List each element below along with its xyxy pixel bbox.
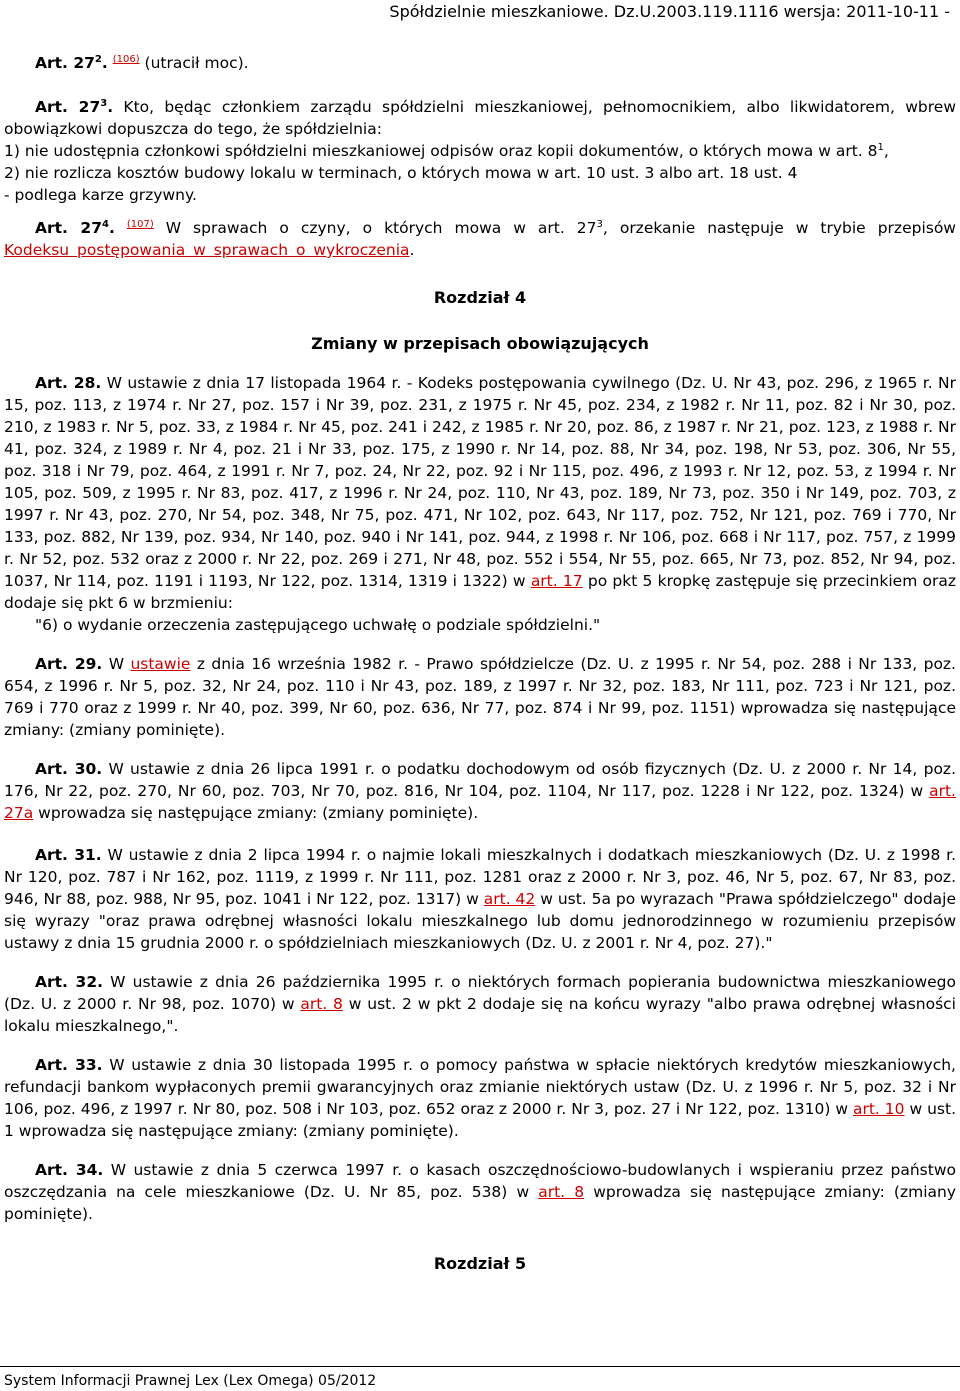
article-label: Art. 33.	[35, 1056, 103, 1074]
link-art-8[interactable]: art. 8	[300, 995, 343, 1013]
link-art-42[interactable]: art. 42	[483, 890, 536, 908]
article-label: Art. 34.	[35, 1161, 104, 1179]
article-27-2: Art. $27^2$. $^{(106)}$ (utracił moc).	[35, 53, 249, 72]
chapter-title: Rozdział 4	[433, 288, 527, 307]
article-label: Art. $27^2$.	[35, 53, 108, 72]
article-32: Art. 32. W ustawie z dnia 26 października 1995 r. o niektórych formach popierania budownictwa mieszkaniowego (Dz. U. z 2000 r. Nr 98, poz. 1070) w art. 8 w ust. 2 w pkt 2 dodaje się na końcu wyrazy "albo prawa odrębnej własności lokalu mieszkalnego,".	[4, 973, 956, 1035]
article-34: Art. 34. W ustawie z dnia 5 czerwca 1997 r. o kasach oszczędnościowo-budowlanych i wspieraniu przez państwo oszczędzania na cele mieszkaniowe (Dz. U. Nr 85, poz. 538) w art. 8 wprowadza się następujące zmiany: (zmiany pominięte).	[4, 1161, 956, 1223]
link-art-10[interactable]: art. 10	[852, 1100, 905, 1118]
document-body	[4, 52, 956, 1275]
link-art-17[interactable]: art. 17	[530, 572, 583, 590]
article-label: Art. $27^3$.	[35, 97, 114, 116]
quoted-provision: "6) o wydanie orzeczenia zastępującego uchwałę o podziale spółdzielni."	[35, 616, 601, 634]
chapter-subtitle: Zmiany w przepisach obowiązujących	[311, 334, 649, 353]
article-label: Art. 28.	[35, 374, 102, 392]
article-31: Art. 31. W ustawie z dnia 2 lipca 1994 r. o najmie lokali mieszkalnych i dodatkach mieszkaniowych (Dz. U. z 1998 r. Nr 120, poz. 787 i Nr 162, poz. 1119, z 1999 r. Nr 111, poz. 1281 oraz z 2000 r. Nr 3, poz. 46, Nr 5, poz. 67, Nr 83, poz. 946, Nr 88, poz. 988, Nr 95, poz. 1041 i Nr 122, poz. 1317) w art. 42 w ust. 5a po wyrazach "Prawa spółdzielczego" dodaje się wyrazy "oraz prawa odrębnej własności lokalu mieszkalnego lub domu jednorodzinnego w rozumieniu przepisów ustawy z dnia 15 grudnia 2000 r. o spółdzielniach mieszkaniowych (Dz. U. z 2001 r. Nr 4, poz. 27)."	[4, 846, 957, 952]
article-27-4: Art. $27^4$. $^{(107)}$ W sprawach o czyny, o których mowa w art. $27^3$, orzekanie następuje w trybie przepisów Kodeksu postępowania w sprawach o wykroczenia.	[4, 218, 956, 259]
chapter-title: Rozdział 5	[433, 1254, 527, 1273]
footer-divider	[0, 1366, 960, 1367]
running-header: Spółdzielnie mieszkaniowe. Dz.U.2003.119.1116 wersja: 2011-10-11 -	[389, 2, 950, 21]
running-footer: System Informacji Prawnej Lex (Lex Omega) 05/2012	[4, 1373, 377, 1389]
list-item: 2) nie rozlicza kosztów budowy lokalu w terminach, o których mowa w art. 10 ust. 3 albo art. 18 ust. 4	[4, 164, 798, 182]
footnote-ref-107[interactable]: (107)	[126, 218, 154, 230]
article-label: Art. 31.	[35, 846, 102, 864]
article-30: Art. 30. W ustawie z dnia 26 lipca 1991 r. o podatku dochodowym od osób fizycznych (Dz. U. z 2000 r. Nr 14, poz. 176, Nr 22, poz. 270, Nr 60, poz. 703, Nr 70, poz. 816, Nr 104, poz. 1104, Nr 117, poz. 1228 i Nr 122, poz. 1324) w art. 27a wprowadza się następujące zmiany: (zmiany pominięte).	[4, 760, 956, 822]
article-label: Art. 29.	[35, 655, 103, 673]
link-art-27a[interactable]: art. 27a	[4, 782, 956, 822]
link-kodeks-wykroczen[interactable]: Kodeksu postępowania w sprawach o wykroczenia	[4, 241, 410, 259]
penalty-clause: - podlega karze grzywny.	[4, 186, 197, 204]
link-art-8-kasy[interactable]: art. 8	[538, 1183, 585, 1201]
article-label: Art. $27^4$.	[35, 218, 115, 237]
footnote-ref-106[interactable]: (106)	[112, 53, 140, 65]
article-label: Art. 32.	[35, 973, 104, 991]
article-label: Art. 30.	[35, 760, 103, 778]
list-item: 1) nie udostępnia członkowi spółdzielni mieszkaniowej odpisów oraz kopii dokumentów, o których mowa w art. $8^1$,	[4, 141, 889, 160]
link-ustawie[interactable]: ustawie	[130, 655, 191, 673]
article-28: Art. 28. W ustawie z dnia 17 listopada 1964 r. - Kodeks postępowania cywilnego (Dz. U. Nr 43, poz. 296, z 1965 r. Nr 15, poz. 113, z 1974 r. Nr 27, poz. 157 i Nr 39, poz. 231, z 1975 r. Nr 45, poz. 234, z 1982 r. Nr 11, poz. 82 i Nr 30, poz. 210, z 1983 r. Nr 5, poz. 33, z 1984 r. Nr 45, poz. 241 i 242, z 1985 r. Nr 20, poz. 86, z 1987 r. Nr 21, poz. 123, z 1988 r. Nr 41, poz. 324, z 1989 r. Nr 4, poz. 21 i Nr 33, poz. 175, z 1990 r. Nr 14, poz. 88, Nr 34, poz. 198, Nr 53, poz. 306, Nr 55, poz. 318 i Nr 79, poz. 464, z 1991 r. Nr 7, poz. 24, Nr 22, poz. 92 i Nr 115, poz. 496, z 1993 r. Nr 12, poz. 53, z 1994 r. Nr 105, poz. 509, z 1995 r. Nr 83, poz. 417, z 1996 r. Nr 24, poz. 110, Nr 43, poz. 189, Nr 73, poz. 350 i Nr 149, poz. 703, z 1997 r. Nr 43, poz. 270, Nr 54, poz. 348, Nr 75, poz. 471, Nr 102, poz. 643, Nr 117, poz. 752, Nr 121, poz. 769 i 770, Nr 133, poz. 882, Nr 139, poz. 934, Nr 140, poz. 940 i Nr 141, poz. 944, z 1998 r. Nr 106, poz. 668 i Nr 117, poz. 757, z 1999 r. Nr 52, poz. 532 oraz z 2000 r. Nr 22, poz. 269 i 271, Nr 48, poz. 552 i 554, Nr 55, poz. 665, Nr 73, poz. 852, Nr 94, poz. 1037, Nr 114, poz. 1191 i 1193, Nr 122, poz. 1314, 1319 i 1322) w art. 17 po pkt 5 kropkę zastępuje się przecinkiem oraz dodaje się pkt 6 w brzmieniu:	[4, 374, 957, 612]
article-33: Art. 33. W ustawie z dnia 30 listopada 1995 r. o pomocy państwa w spłacie niektórych kredytów mieszkaniowych, refundacji bankom wypłaconych premii gwarancyjnych oraz zmianie niektórych ustaw (Dz. U. z 1996 r. Nr 5, poz. 32 i Nr 106, poz. 496, z 1997 r. Nr 80, poz. 508 i Nr 103, poz. 652 oraz z 2000 r. Nr 3, poz. 27 i Nr 122, poz. 1310) w art. 10 w ust. 1 wprowadza się następujące zmiany: (zmiany pominięte).	[4, 1056, 957, 1140]
article-29: Art. 29. W ustawie z dnia 16 września 1982 r. - Prawo spółdzielcze (Dz. U. z 1995 r. Nr 54, poz. 288 i Nr 133, poz. 654, z 1996 r. Nr 5, poz. 32, Nr 24, poz. 110 i Nr 43, poz. 189, z 1997 r. Nr 32, poz. 183, Nr 111, poz. 723 i Nr 121, poz. 769 i 770 oraz z 1999 r. Nr 40, poz. 399, Nr 60, poz. 636, Nr 77, poz. 874 i Nr 99, poz. 1151) wprowadza się następujące zmiany: (zmiany pominięte).	[4, 655, 956, 739]
article-27-3: Art. $27^3$. Kto, będąc członkiem zarządu spółdzielni mieszkaniowej, pełnomocnikiem, albo likwidatorem, wbrew obowiązkowi dopuszcza do tego, że spółdzielnia:	[4, 97, 956, 138]
